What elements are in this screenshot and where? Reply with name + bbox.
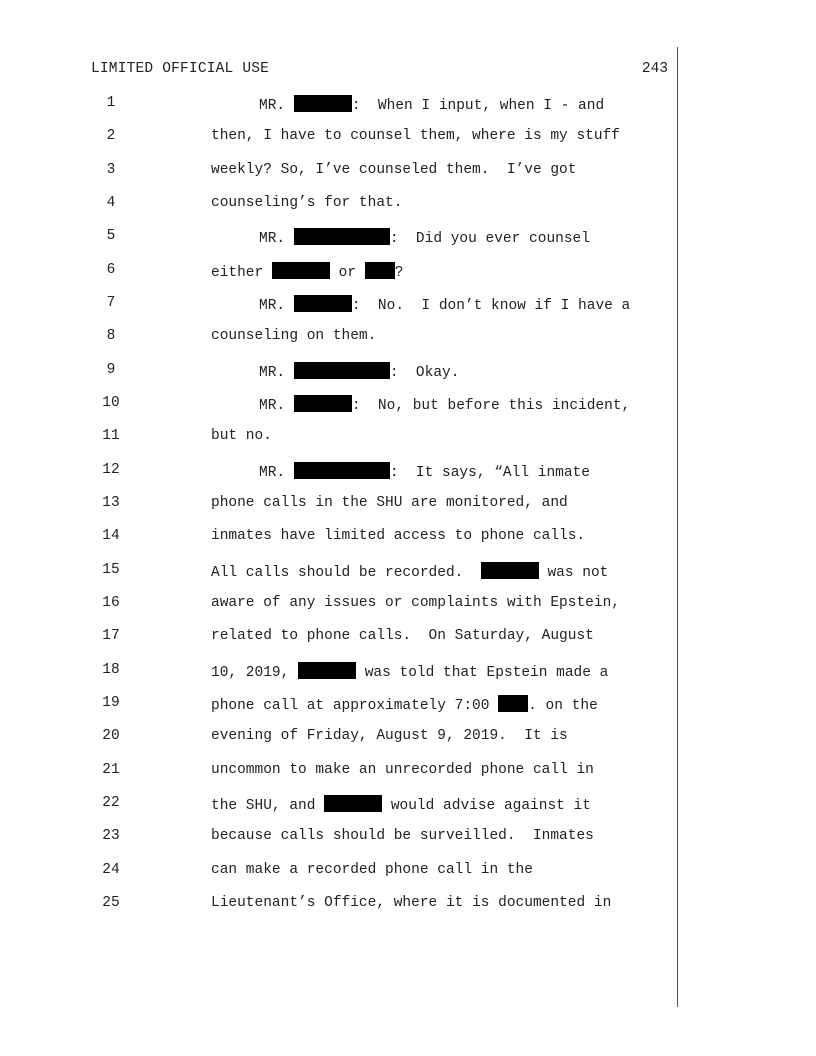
line-text xyxy=(211,695,598,714)
redaction-block xyxy=(324,795,382,812)
line-number: 5 xyxy=(106,228,116,245)
line-number: 16 xyxy=(102,594,120,611)
line-number: 17 xyxy=(102,628,120,645)
text-segment: was told that Epstein made a xyxy=(356,664,609,681)
line-text xyxy=(259,462,590,481)
line-number: 22 xyxy=(102,794,120,811)
line-text xyxy=(211,795,591,814)
line-number: 25 xyxy=(102,894,120,911)
redaction-block xyxy=(294,95,352,112)
redaction-block xyxy=(294,362,390,379)
text-segment: would advise against it xyxy=(382,797,591,814)
text-segment: counseling’s for that. xyxy=(211,194,403,211)
text-segment: evening of Friday, August 9, 2019. It is xyxy=(211,728,568,745)
line-text xyxy=(211,495,568,511)
line-number: 19 xyxy=(102,694,120,711)
text-segment: MR. xyxy=(259,297,294,314)
line-text xyxy=(211,162,576,178)
text-segment: aware of any issues or complaints with Epstein, xyxy=(211,594,620,611)
line-number: 4 xyxy=(106,194,116,211)
line-text xyxy=(211,862,533,878)
line-number: 23 xyxy=(102,828,120,845)
text-segment: counseling on them. xyxy=(211,328,377,345)
line-number: 3 xyxy=(106,161,116,178)
line-number: 13 xyxy=(102,494,120,511)
line-text xyxy=(211,428,272,444)
line-text xyxy=(211,562,608,581)
text-segment: : Did you ever counsel xyxy=(389,231,590,248)
line-number: 14 xyxy=(102,528,120,545)
line-number: 12 xyxy=(102,461,120,478)
text-segment: the SHU, and xyxy=(211,797,325,814)
line-text xyxy=(211,728,568,744)
text-segment: can make a recorded phone call in the xyxy=(211,861,533,878)
text-segment: because calls should be surveilled. Inmates xyxy=(211,828,594,845)
text-segment: : No. I don’t know if I have a xyxy=(351,297,631,314)
redaction-block xyxy=(498,695,528,712)
redaction-block xyxy=(272,262,330,279)
line-text xyxy=(211,762,594,778)
text-segment: weekly? So, I’ve counseled them. I’ve got xyxy=(211,161,577,178)
line-number: 11 xyxy=(102,428,120,445)
line-text xyxy=(211,528,585,544)
redaction-block xyxy=(294,228,390,245)
line-text xyxy=(211,128,620,144)
line-number: 2 xyxy=(106,128,116,145)
line-number: 21 xyxy=(102,761,120,778)
text-segment: ? xyxy=(394,264,404,281)
line-number: 7 xyxy=(106,294,116,311)
line-text xyxy=(211,262,403,281)
text-segment: was not xyxy=(538,564,609,581)
line-number: 10 xyxy=(102,394,120,411)
text-segment: uncommon to make an unrecorded phone call in xyxy=(211,761,594,778)
line-text xyxy=(211,328,376,344)
text-segment: inmates have limited access to phone calls. xyxy=(211,528,586,545)
text-segment: . on the xyxy=(528,697,598,714)
text-segment: MR. xyxy=(259,98,294,114)
line-text xyxy=(259,95,604,114)
text-segment: or xyxy=(329,264,365,281)
redaction-block xyxy=(294,462,390,479)
line-number: 18 xyxy=(102,661,120,678)
line-text xyxy=(259,228,590,247)
redaction-block xyxy=(298,662,356,679)
line-number: 6 xyxy=(106,261,116,278)
redaction-block xyxy=(294,295,352,312)
line-text xyxy=(211,628,594,644)
line-text xyxy=(211,662,608,681)
classification-header: LIMITED OFFICIAL USE xyxy=(91,61,270,77)
redaction-block xyxy=(294,395,352,412)
text-segment: MR. xyxy=(259,397,294,414)
text-segment: phone calls in the SHU are monitored, and xyxy=(211,494,568,511)
line-text xyxy=(259,295,630,314)
text-segment: MR. xyxy=(259,464,294,481)
line-text xyxy=(259,362,459,381)
page-margin-rule xyxy=(677,47,678,1007)
text-segment: phone call at approximately 7:00 xyxy=(211,697,499,714)
line-number: 1 xyxy=(106,95,116,111)
text-segment: : No, but before this incident, xyxy=(351,397,631,414)
text-segment: but no. xyxy=(211,428,272,445)
text-segment: : When I input, when I - and xyxy=(351,98,605,114)
line-text xyxy=(211,828,594,844)
line-number: 24 xyxy=(102,861,120,878)
text-segment: MR. xyxy=(259,364,294,381)
text-segment: Lieutenant’s Office, where it is documented in xyxy=(211,894,612,911)
line-number: 8 xyxy=(106,328,116,345)
line-text xyxy=(259,395,630,414)
text-segment: All calls should be recorded. xyxy=(211,564,481,581)
line-number: 15 xyxy=(102,561,120,578)
redaction-block xyxy=(481,562,539,579)
text-segment: : It says, “All inmate xyxy=(389,464,590,481)
text-segment: 10, 2019, xyxy=(211,664,299,681)
text-segment: either xyxy=(211,264,272,281)
page-number: 243 xyxy=(641,61,668,77)
text-segment: related to phone calls. On Saturday, August xyxy=(211,628,594,645)
text-segment: then, I have to counsel them, where is my stuff xyxy=(211,128,620,145)
redaction-block xyxy=(365,262,395,279)
line-number: 9 xyxy=(106,361,116,378)
text-segment: MR. xyxy=(259,231,294,248)
line-text xyxy=(211,195,402,211)
line-text xyxy=(211,595,620,611)
line-number: 20 xyxy=(102,728,120,745)
text-segment: : Okay. xyxy=(389,364,460,381)
line-text xyxy=(211,895,611,911)
